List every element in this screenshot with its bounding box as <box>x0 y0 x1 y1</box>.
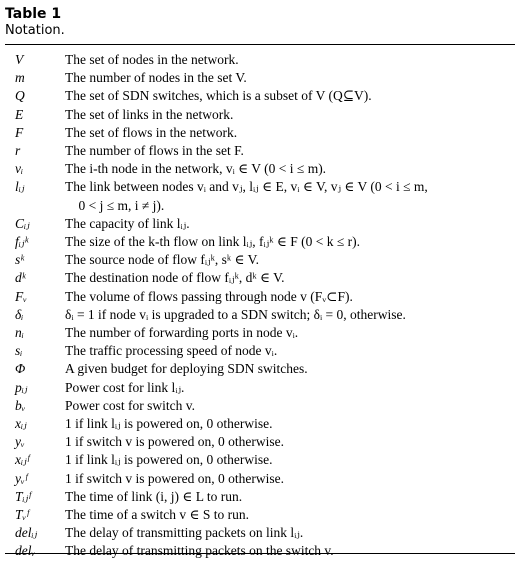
table-row <box>5 124 515 142</box>
notation-symbol: Tᵢⱼᶠ <box>15 488 31 504</box>
notation-description: The capacity of link lᵢⱼ. <box>65 215 190 231</box>
table-row <box>5 178 515 214</box>
notation-symbol: delᵢⱼ <box>15 525 38 541</box>
notation-description: The set of SDN switches, which is a subset of V (Q⊆V). <box>65 88 372 104</box>
notation-description: 1 if switch v is powered on, 0 otherwise. <box>65 470 284 486</box>
table-row <box>5 324 515 342</box>
notation-description: The time of link (i, j) ∈ L to run. <box>65 488 243 504</box>
table-row <box>5 215 515 233</box>
notation-symbol: F <box>15 124 24 140</box>
table-row <box>5 506 515 524</box>
notation-description: 1 if switch v is powered on, 0 otherwise. <box>65 434 284 450</box>
notation-symbol: bᵥ <box>15 397 26 413</box>
notation-symbol: Q <box>15 88 25 104</box>
notation-description: The set of flows in the network. <box>65 124 238 140</box>
table-row <box>5 451 515 469</box>
table-top-rule <box>5 44 515 45</box>
table-row <box>5 524 515 542</box>
notation-description: Power cost for link lᵢⱼ. <box>65 379 185 395</box>
table-row <box>5 288 515 306</box>
table-row <box>5 251 515 269</box>
table-row <box>5 433 515 451</box>
table-row <box>5 470 515 488</box>
table-row <box>5 160 515 178</box>
table-row <box>5 269 515 287</box>
table-row <box>5 51 515 69</box>
notation-description: The i-th node in the network, vᵢ ∈ V (0 < i ≤ m). <box>65 161 327 177</box>
notation-symbol: Fᵥ <box>15 288 28 304</box>
notation-description: The traffic processing speed of node vᵢ. <box>65 343 278 359</box>
notation-symbol: δᵢ <box>15 306 24 322</box>
notation-description: The number of flows in the set F. <box>65 143 244 159</box>
table-row <box>5 69 515 87</box>
table-caption: Notation. <box>5 23 65 38</box>
notation-symbol: lᵢⱼ <box>15 179 25 195</box>
table-row <box>5 106 515 124</box>
notation-symbol: fᵢⱼᵏ <box>15 234 29 250</box>
notation-description: The volume of flows passing through node v (Fᵥ⊂F). <box>65 288 353 304</box>
table-row <box>5 488 515 506</box>
table-body <box>5 51 515 561</box>
table-row <box>5 233 515 251</box>
table-row <box>5 542 515 560</box>
notation-description: δᵢ = 1 if node vᵢ is upgraded to a SDN switch; δᵢ = 0, otherwise. <box>65 306 406 322</box>
notation-symbol: yᵥᶠ <box>15 470 28 486</box>
notation-symbol: vᵢ <box>15 161 24 177</box>
notation-description: The source node of flow fᵢⱼᵏ, sᵏ ∈ V. <box>65 252 260 268</box>
notation-symbol: m <box>15 70 25 86</box>
notation-symbol: sᵢ <box>15 343 23 359</box>
notation-description: The number of nodes in the set V. <box>65 70 247 86</box>
table-row <box>5 142 515 160</box>
notation-symbol: yᵥ <box>15 434 25 450</box>
table-row <box>5 87 515 105</box>
table-row <box>5 306 515 324</box>
notation-symbol: nᵢ <box>15 325 24 341</box>
table-row <box>5 415 515 433</box>
table-title: Table 1 <box>5 6 62 22</box>
notation-description: The time of a switch v ∈ S to run. <box>65 507 249 523</box>
notation-symbol: V <box>15 52 24 67</box>
notation-symbol: Tᵥᶠ <box>15 507 29 523</box>
notation-description: The delay of transmitting packets on the switch v. <box>65 543 334 559</box>
notation-symbol: delᵥ <box>15 543 36 559</box>
table-row <box>5 379 515 397</box>
notation-description: The set of nodes in the network. <box>65 52 239 67</box>
notation-description: 1 if link lᵢⱼ is powered on, 0 otherwise. <box>65 416 273 432</box>
notation-description: The set of links in the network. <box>65 106 234 122</box>
table-row <box>5 397 515 415</box>
notation-description: The number of forwarding ports in node vᵢ. <box>65 325 299 341</box>
notation-symbol: xᵢⱼ <box>15 416 27 432</box>
notation-description: The destination node of flow fᵢⱼᵏ, dᵏ ∈ V. <box>65 270 285 286</box>
notation-symbol: E <box>15 106 24 122</box>
notation-symbol: xᵢⱼᶠ <box>15 452 30 468</box>
table-bottom-rule <box>5 553 515 554</box>
notation-description: 1 if link lᵢⱼ is powered on, 0 otherwise. <box>65 452 273 468</box>
notation-description: A given budget for deploying SDN switches. <box>65 361 308 377</box>
table-row <box>5 342 515 360</box>
notation-symbol: r <box>15 143 21 159</box>
notation-description: The link between nodes vᵢ and vⱼ, lᵢⱼ ∈ E, vᵢ ∈ V, vⱼ ∈ V (0 < i ≤ m, 0 < j ≤ m, i ≠ j). <box>65 179 428 213</box>
notation-symbol: Cᵢⱼ <box>15 215 30 231</box>
table-row <box>5 360 515 378</box>
notation-description: Power cost for switch v. <box>65 397 195 413</box>
notation-symbol: Φ <box>15 361 26 377</box>
notation-description: The delay of transmitting packets on link lᵢⱼ. <box>65 525 304 541</box>
notation-symbol: dᵏ <box>15 270 26 286</box>
notation-description: The size of the k-th flow on link lᵢⱼ, fᵢⱼᵏ ∈ F (0 < k ≤ r). <box>65 234 361 250</box>
notation-symbol: sᵏ <box>15 252 25 268</box>
notation-symbol: pᵢⱼ <box>15 379 28 395</box>
